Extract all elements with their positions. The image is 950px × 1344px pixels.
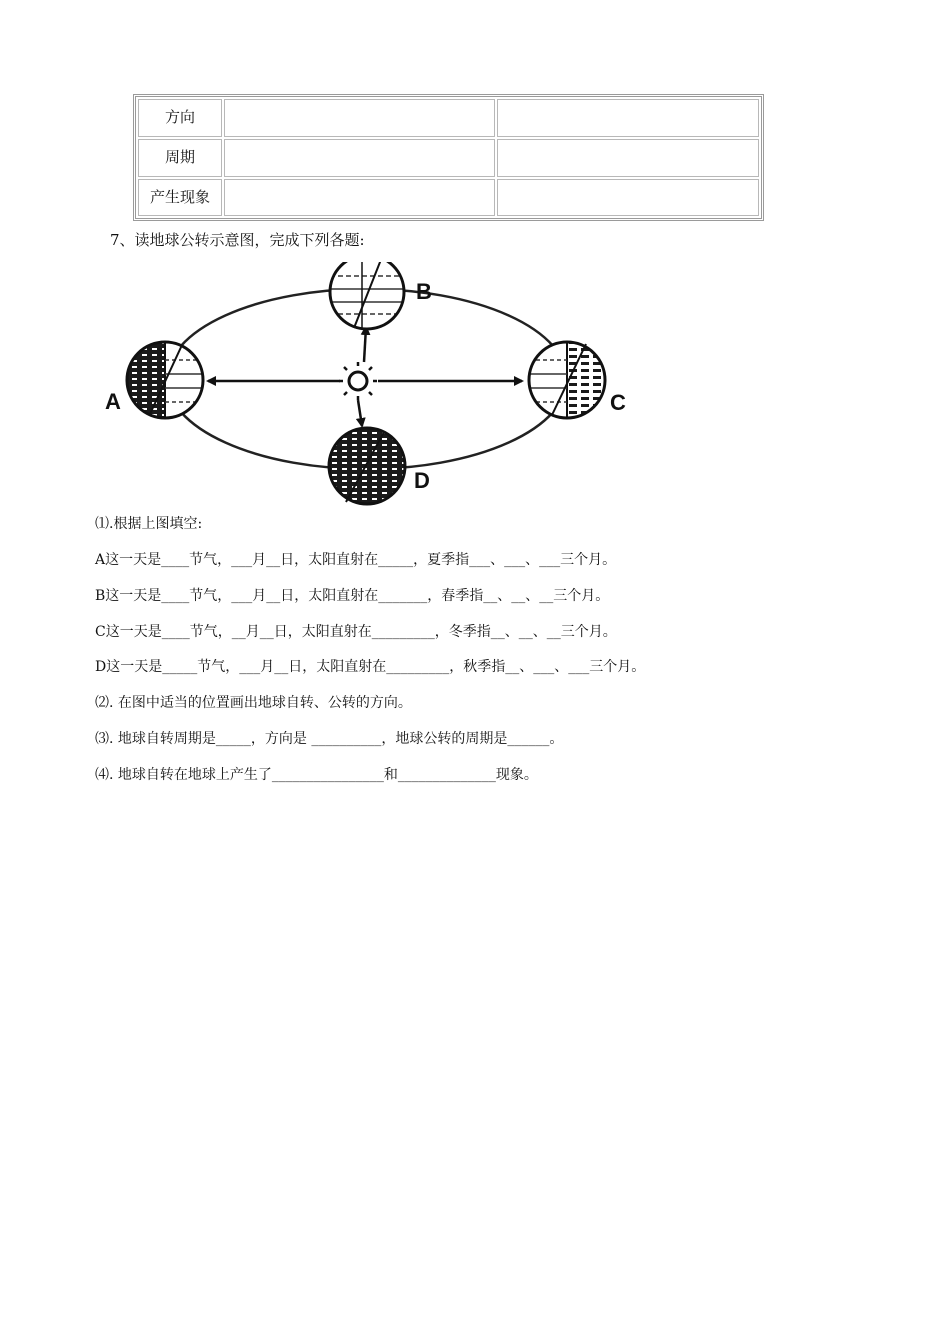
earth-d (329, 428, 405, 504)
answer-cell[interactable] (224, 99, 495, 137)
fill-line-d: D这一天是_____节气，___月__日，太阳直射在_________，秋季指__、___、___三个月。 (95, 659, 646, 675)
earth-b (330, 262, 404, 329)
earth-c (529, 342, 605, 418)
earth-a (127, 342, 203, 418)
row-label: 方向 (138, 99, 222, 137)
label-c: C (610, 390, 626, 415)
earth-revolution-diagram (100, 262, 640, 507)
fill-line-a: A这一天是____节气，___月__日，太阳直射在_____，夏季指___、___、___三个月。 (95, 552, 617, 568)
label-b: B (416, 279, 432, 304)
table-row (138, 179, 759, 216)
sub2-instruction: ⑵. 在图中适当的位置画出地球自转、公转的方向。 (95, 695, 412, 711)
answer-cell[interactable] (497, 139, 759, 177)
answer-cell[interactable] (497, 99, 759, 137)
label-a: A (105, 389, 121, 414)
sub3-question: ⑶. 地球自转周期是_____，方向是 __________，地球公转的周期是______。 (95, 731, 564, 747)
sub4-question: ⑷. 地球自转在地球上产生了________________和______________现象。 (95, 767, 538, 783)
question-7-title: 7、读地球公转示意图，完成下列各题: (110, 231, 365, 249)
table-row (138, 139, 759, 177)
fill-line-c: C这一天是____节气，__月__日，太阳直射在_________，冬季指__、__、__三个月。 (95, 624, 617, 640)
sub1-heading: ⑴.根据上图填空: (95, 516, 203, 532)
answer-table (133, 94, 764, 221)
label-d: D (414, 468, 430, 493)
sun-icon (339, 362, 377, 400)
row-label: 产生现象 (138, 179, 222, 216)
answer-cell[interactable] (224, 139, 495, 177)
row-label: 周期 (138, 139, 222, 177)
fill-line-b: B这一天是____节气，___月__日，太阳直射在_______，春季指__、__、__三个月。 (95, 588, 610, 604)
answer-cell[interactable] (497, 179, 759, 216)
table-row (138, 99, 759, 137)
answer-cell[interactable] (224, 179, 495, 216)
